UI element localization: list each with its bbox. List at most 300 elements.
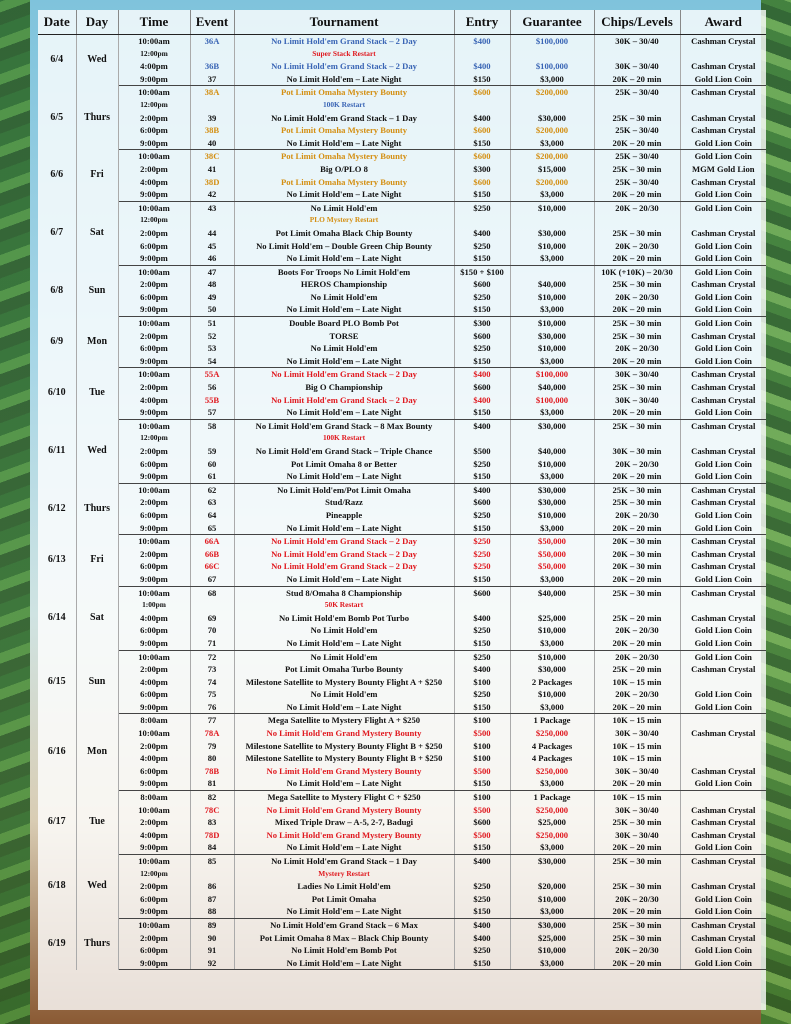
award-cell: Cashman Crystal: [691, 919, 756, 930]
event-cell: 36A: [190, 35, 234, 48]
table-row: [38, 957, 766, 970]
guarantee-cell: 1 Package: [510, 714, 594, 727]
guarantee-cell: $100,000: [510, 394, 594, 407]
table-row: [38, 586, 766, 599]
event-cell: 92: [190, 957, 234, 970]
tournament-cell: Stud/Razz: [234, 496, 454, 509]
entry-cell: $100: [454, 714, 510, 727]
tournament-cell: Stud 8/Omaha 8 Championship: [234, 586, 454, 599]
tournament-cell: Pot Limit Omaha Mystery Bounty: [234, 86, 454, 99]
table-row: [38, 163, 766, 176]
award-cell: [680, 214, 766, 227]
tournament-cell: No Limit Hold'em: [234, 650, 454, 663]
guarantee-cell: $25,000: [510, 816, 594, 829]
restart-note-row: [38, 599, 766, 612]
tournament-cell: Ladies No Limit Hold'em: [234, 880, 454, 893]
time-cell: 6:00pm: [118, 124, 190, 137]
entry-cell: $500: [454, 829, 510, 842]
table-row: [38, 560, 766, 573]
time-cell: 9:00pm: [118, 701, 190, 714]
table-row: [38, 612, 766, 625]
time-cell: 2:00pm: [118, 330, 190, 343]
chips-levels-cell: 20K – 20 min: [594, 701, 680, 714]
chips-levels-cell: 25K – 30 min: [594, 932, 680, 945]
guarantee-cell: $100,000: [510, 35, 594, 48]
tournament-cell: Big O/PLO 8: [234, 163, 454, 176]
entry-cell: $600: [454, 124, 510, 137]
palm-leaves-left: [0, 0, 30, 1024]
event-cell: 60: [190, 458, 234, 471]
award-cell: Gold Lion Coin: [680, 905, 766, 918]
tournament-cell: No Limit Hold'em – Late Night: [234, 252, 454, 265]
tournament-cell: No Limit Hold'em – Late Night: [234, 841, 454, 854]
tournament-cell: No Limit Hold'em – Double Green Chip Bounty: [234, 240, 454, 253]
award-cell: Cashman Crystal: [691, 612, 756, 623]
event-cell: 38D: [190, 176, 234, 189]
table-row: [38, 176, 766, 189]
time-cell: 4:00pm: [118, 829, 190, 842]
table-row: [38, 483, 766, 496]
event-cell: 74: [190, 676, 234, 689]
guarantee-cell: $10,000: [510, 291, 594, 304]
table-row: [38, 317, 766, 330]
entry-cell: $400: [454, 663, 510, 676]
guarantee-cell: $3,000: [510, 841, 594, 854]
event-cell: 78B: [190, 765, 234, 778]
entry-cell: $600: [454, 330, 510, 343]
tournament-cell: No Limit Hold'em Grand Stack – 2 Day: [234, 35, 454, 48]
event-cell: 91: [190, 944, 234, 957]
chips-levels-cell: 25K – 30 min: [594, 330, 680, 343]
day-cell: Thurs: [76, 483, 118, 534]
chips-levels-cell: 30K – 30/40: [594, 60, 680, 73]
chips-levels-cell: 25K – 30 min: [594, 278, 680, 291]
tournament-cell: Pot Limit Omaha Mystery Bounty: [234, 150, 454, 163]
table-row: [38, 291, 766, 304]
guarantee-cell: $10,000: [510, 893, 594, 906]
chips-levels-cell: 20K – 20/30: [594, 944, 680, 957]
award-cell: Cashman Crystal: [691, 394, 756, 405]
entry-cell: $150: [454, 777, 510, 790]
entry-cell: $400: [454, 394, 510, 407]
guarantee-cell: $25,000: [510, 932, 594, 945]
table-row: [38, 676, 766, 689]
day-cell: Mon: [76, 317, 118, 368]
time-cell: 2:00pm: [118, 445, 190, 458]
table-row: [38, 303, 766, 316]
chips-levels-cell: 30K – 30/40: [594, 829, 680, 842]
tournament-cell: No Limit Hold'em – Late Night: [234, 637, 454, 650]
time-cell: 6:00pm: [118, 624, 190, 637]
table-row: [38, 368, 766, 381]
guarantee-cell: $10,000: [510, 201, 594, 214]
table-row: [38, 201, 766, 214]
table-row: [38, 918, 766, 931]
guarantee-cell: $10,000: [510, 688, 594, 701]
guarantee-cell: $100,000: [510, 368, 594, 381]
entry-cell: $600: [454, 496, 510, 509]
tournament-cell: Mega Satellite to Mystery Flight C + $250: [234, 791, 454, 804]
time-cell: 2:00pm: [118, 112, 190, 125]
chips-levels-cell: 25K – 30 min: [594, 918, 680, 931]
table-row: [38, 637, 766, 650]
time-cell: 9:00pm: [118, 252, 190, 265]
chips-levels-cell: 20K – 20 min: [594, 252, 680, 265]
award-cell: Cashman Crystal: [691, 330, 756, 341]
entry-cell: $150: [454, 303, 510, 316]
guarantee-cell: $10,000: [510, 650, 594, 663]
award-cell: [680, 752, 766, 765]
guarantee-cell: $30,000: [510, 330, 594, 343]
award-cell: Gold Lion Coin: [680, 252, 766, 265]
chips-levels-cell: 20K – 20 min: [594, 406, 680, 419]
entry-cell: $250: [454, 240, 510, 253]
event-cell: 82: [190, 791, 234, 804]
guarantee-cell: $40,000: [510, 381, 594, 394]
guarantee-cell: $25,000: [510, 612, 594, 625]
guarantee-cell: $10,000: [510, 240, 594, 253]
event-cell: 90: [190, 932, 234, 945]
tournament-cell: Pot Limit Omaha Mystery Bounty: [234, 176, 454, 189]
time-cell: 10:00am: [118, 918, 190, 931]
time-cell: 2:00pm: [118, 932, 190, 945]
event-cell: 78A: [190, 727, 234, 740]
date-cell: 6/12: [38, 483, 76, 534]
time-cell: 9:00pm: [118, 841, 190, 854]
entry-cell: $150: [454, 637, 510, 650]
chips-levels-cell: 30K – 30/40: [594, 394, 680, 407]
award-cell: Gold Lion Coin: [680, 637, 766, 650]
chips-levels-cell: 10K – 15 min: [594, 714, 680, 727]
chips-levels-cell: [594, 599, 680, 612]
time-cell: 9:00pm: [118, 303, 190, 316]
time-cell: 2:00pm: [118, 663, 190, 676]
time-cell: 1:00pm: [118, 599, 190, 612]
guarantee-cell: $30,000: [510, 918, 594, 931]
entry-cell: $100: [454, 740, 510, 753]
chips-levels-cell: 20K – 30 min: [594, 548, 680, 561]
time-cell: 10:00am: [118, 201, 190, 214]
time-cell: 9:00pm: [118, 637, 190, 650]
award-cell: Cashman Crystal: [691, 932, 756, 943]
award-cell: [680, 740, 766, 753]
chips-levels-cell: 20K – 20 min: [594, 957, 680, 970]
chips-levels-cell: 20K – 30 min: [594, 560, 680, 573]
day-cell: Sat: [76, 586, 118, 650]
tournament-cell: PLO Mystery Restart: [234, 214, 454, 227]
restart-note-row: [38, 432, 766, 445]
date-cell: 6/4: [38, 35, 76, 86]
time-cell: 2:00pm: [118, 880, 190, 893]
guarantee-cell: $3,000: [510, 470, 594, 483]
guarantee-cell: [510, 599, 594, 612]
event-cell: 70: [190, 624, 234, 637]
guarantee-cell: $40,000: [510, 445, 594, 458]
date-cell: 6/19: [38, 918, 76, 969]
header-row: [38, 10, 766, 35]
tournament-cell: No Limit Hold'em – Late Night: [234, 137, 454, 150]
chips-levels-cell: 20K – 20 min: [594, 355, 680, 368]
table-row: [38, 394, 766, 407]
event-cell: 76: [190, 701, 234, 714]
time-cell: 9:00pm: [118, 470, 190, 483]
header-tournament: Tournament: [234, 10, 454, 35]
table-row: [38, 381, 766, 394]
table-row: [38, 727, 766, 740]
entry-cell: $150: [454, 957, 510, 970]
chips-levels-cell: 10K – 15 min: [594, 791, 680, 804]
guarantee-cell: $250,000: [510, 765, 594, 778]
time-cell: 2:00pm: [118, 740, 190, 753]
guarantee-cell: $200,000: [510, 124, 594, 137]
event-cell: 64: [190, 509, 234, 522]
header-chips-levels: Chips/Levels: [594, 10, 680, 35]
guarantee-cell: [510, 48, 594, 61]
award-cell: [680, 791, 766, 804]
time-cell: 9:00pm: [118, 355, 190, 368]
award-cell: [680, 676, 766, 689]
tournament-cell: No Limit Hold'em Grand Stack – 6 Max: [234, 918, 454, 931]
chips-levels-cell: 20K – 20/30: [594, 893, 680, 906]
time-cell: 12:00pm: [118, 99, 190, 112]
award-cell: Gold Lion Coin: [694, 509, 752, 520]
tournament-cell: No Limit Hold'em – Late Night: [234, 573, 454, 586]
event-cell: 69: [190, 612, 234, 625]
award-cell: Cashman Crystal: [691, 664, 756, 675]
tournament-cell: No Limit Hold'em – Late Night: [234, 73, 454, 86]
time-cell: 6:00pm: [118, 560, 190, 573]
header-day: Day: [76, 10, 118, 35]
event-cell: 78D: [190, 829, 234, 842]
event-cell: 55B: [190, 394, 234, 407]
time-cell: 10:00am: [118, 86, 190, 99]
tournament-cell: No Limit Hold'em Grand Stack – 2 Day: [234, 394, 454, 407]
award-cell: Gold Lion Coin: [680, 470, 766, 483]
award-cell: Cashman Crystal: [691, 561, 756, 572]
guarantee-cell: $3,000: [510, 637, 594, 650]
table-row: [38, 86, 766, 99]
time-cell: 9:00pm: [118, 777, 190, 790]
tournament-cell: No Limit Hold'em – Late Night: [234, 188, 454, 201]
time-cell: 6:00pm: [118, 765, 190, 778]
chips-levels-cell: 25K – 30 min: [594, 381, 680, 394]
tournament-cell: Double Board PLO Bomb Pot: [234, 317, 454, 330]
entry-cell: $500: [454, 765, 510, 778]
table-row: [38, 150, 766, 163]
guarantee-cell: $10,000: [510, 509, 594, 522]
time-cell: 9:00pm: [118, 137, 190, 150]
entry-cell: $150: [454, 73, 510, 86]
time-cell: 9:00pm: [118, 188, 190, 201]
chips-levels-cell: 20K – 20 min: [594, 470, 680, 483]
entry-cell: $600: [454, 381, 510, 394]
award-cell: Gold Lion Coin: [680, 406, 766, 419]
award-cell: Cashman Crystal: [691, 829, 756, 840]
event-cell: 38A: [190, 86, 234, 99]
entry-cell: $600: [454, 278, 510, 291]
tournament-cell: No Limit Hold'em Grand Stack – 8 Max Bounty: [234, 419, 454, 432]
table-row: [38, 509, 766, 522]
chips-levels-cell: 10K – 15 min: [594, 740, 680, 753]
tournament-cell: Mega Satellite to Mystery Flight A + $250: [234, 714, 454, 727]
event-cell: 66C: [190, 560, 234, 573]
chips-levels-cell: 25K – 20 min: [594, 612, 680, 625]
award-cell: Gold Lion Coin: [680, 777, 766, 790]
award-cell: Cashman Crystal: [691, 817, 756, 828]
date-cell: 6/5: [38, 86, 76, 150]
award-cell: Cashman Crystal: [691, 420, 756, 431]
chips-levels-cell: 10K (+10K) – 20/30: [594, 265, 680, 278]
chips-levels-cell: 20K – 30 min: [594, 535, 680, 548]
chips-levels-cell: 20K – 20 min: [594, 188, 680, 201]
chips-levels-cell: 30K – 30/40: [594, 35, 680, 48]
award-cell: Cashman Crystal: [691, 446, 756, 456]
entry-cell: $150: [454, 701, 510, 714]
tournament-cell: No Limit Hold'em: [234, 291, 454, 304]
tournament-cell: Pot Limit Omaha Mystery Bounty: [234, 124, 454, 137]
entry-cell: $250: [454, 688, 510, 701]
award-cell: Cashman Crystal: [691, 227, 756, 238]
chips-levels-cell: 20K – 20/30: [594, 291, 680, 304]
tournament-cell: Milestone Satellite to Mystery Bounty Flight A + $250: [234, 676, 454, 689]
time-cell: 2:00pm: [118, 278, 190, 291]
tournament-cell: No Limit Hold'em/Pot Limit Omaha: [234, 483, 454, 496]
event-cell: 44: [190, 227, 234, 240]
date-cell: 6/14: [38, 586, 76, 650]
event-cell: 61: [190, 470, 234, 483]
restart-note-row: [38, 48, 766, 61]
entry-cell: $400: [454, 112, 510, 125]
guarantee-cell: $200,000: [510, 86, 594, 99]
entry-cell: $400: [454, 35, 510, 48]
chips-levels-cell: 20K – 20/30: [594, 342, 680, 355]
entry-cell: $250: [454, 342, 510, 355]
tournament-cell: Pot Limit Omaha: [234, 893, 454, 906]
chips-levels-cell: [594, 99, 680, 112]
chips-levels-cell: 25K – 30 min: [594, 855, 680, 868]
chips-levels-cell: 20K – 20 min: [594, 303, 680, 316]
award-cell: [680, 48, 766, 61]
entry-cell: $400: [454, 419, 510, 432]
entry-cell: $250: [454, 880, 510, 893]
entry-cell: $500: [454, 727, 510, 740]
award-cell: [680, 599, 766, 612]
tournament-cell: No Limit Hold'em Grand Stack – 2 Day: [234, 548, 454, 561]
guarantee-cell: $10,000: [510, 458, 594, 471]
award-cell: Cashman Crystal: [691, 881, 756, 892]
schedule-body: [38, 35, 766, 970]
guarantee-cell: 4 Packages: [510, 740, 594, 753]
time-cell: 10:00am: [118, 586, 190, 599]
date-cell: 6/18: [38, 855, 76, 919]
award-cell: Cashman Crystal: [691, 87, 756, 98]
day-cell: Sat: [76, 201, 118, 265]
day-cell: Fri: [76, 150, 118, 201]
event-cell: 36B: [190, 60, 234, 73]
event-cell: 48: [190, 278, 234, 291]
award-cell: Gold Lion Coin: [680, 957, 766, 970]
entry-cell: $600: [454, 86, 510, 99]
award-cell: Cashman Crystal: [691, 856, 756, 866]
chips-levels-cell: 20K – 20/30: [594, 240, 680, 253]
event-cell: 51: [190, 317, 234, 330]
tournament-cell: No Limit Hold'em: [234, 688, 454, 701]
guarantee-cell: $3,000: [510, 777, 594, 790]
entry-cell: $300: [454, 317, 510, 330]
event-cell: 62: [190, 483, 234, 496]
chips-levels-cell: 20K – 20/30: [594, 624, 680, 637]
guarantee-cell: [510, 265, 594, 278]
guarantee-cell: $30,000: [510, 663, 594, 676]
tournament-cell: No Limit Hold'em Grand Stack – 2 Day: [234, 368, 454, 381]
guarantee-cell: [510, 214, 594, 227]
time-cell: 2:00pm: [118, 496, 190, 509]
time-cell: 2:00pm: [118, 227, 190, 240]
header-event: Event: [190, 10, 234, 35]
entry-cell: [454, 432, 510, 445]
time-cell: 12:00pm: [118, 868, 190, 881]
tournament-cell: No Limit Hold'em Grand Stack – 1 Day: [234, 855, 454, 868]
guarantee-cell: $200,000: [510, 176, 594, 189]
day-cell: Fri: [76, 535, 118, 586]
time-cell: 6:00pm: [118, 893, 190, 906]
event-cell: 77: [190, 714, 234, 727]
table-row: [38, 855, 766, 868]
time-cell: 4:00pm: [118, 752, 190, 765]
time-cell: 9:00pm: [118, 73, 190, 86]
event-cell: 63: [190, 496, 234, 509]
award-cell: Gold Lion Coin: [680, 573, 766, 586]
day-cell: Sun: [76, 265, 118, 316]
tournament-cell: No Limit Hold'em – Late Night: [234, 406, 454, 419]
chips-levels-cell: 30K – 30/40: [594, 804, 680, 817]
day-cell: Wed: [76, 419, 118, 483]
chips-levels-cell: 30K – 30 min: [594, 445, 680, 458]
date-cell: 6/6: [38, 150, 76, 201]
guarantee-cell: $40,000: [510, 278, 594, 291]
table-row: [38, 342, 766, 355]
award-cell: [680, 714, 766, 727]
table-row: [38, 240, 766, 253]
guarantee-cell: [510, 432, 594, 445]
event-cell: 73: [190, 663, 234, 676]
tournament-cell: No Limit Hold'em Bomb Pot Turbo: [234, 612, 454, 625]
event-cell: [190, 99, 234, 112]
tournament-cell: Pot Limit Omaha Turbo Bounty: [234, 663, 454, 676]
guarantee-cell: $15,000: [510, 163, 594, 176]
table-row: [38, 124, 766, 137]
entry-cell: $300: [454, 163, 510, 176]
event-cell: 80: [190, 752, 234, 765]
header-time: Time: [118, 10, 190, 35]
time-cell: 10:00am: [118, 150, 190, 163]
chips-levels-cell: 25K – 30 min: [594, 880, 680, 893]
guarantee-cell: $10,000: [510, 944, 594, 957]
table-row: [38, 35, 766, 48]
chips-levels-cell: 10K – 15 min: [594, 752, 680, 765]
guarantee-cell: $3,000: [510, 188, 594, 201]
award-cell: Cashman Crystal: [691, 36, 756, 46]
award-cell: Gold Lion Coin: [680, 522, 766, 535]
entry-cell: $250: [454, 650, 510, 663]
date-cell: 6/7: [38, 201, 76, 265]
tournament-cell: No Limit Hold'em Grand Stack – 2 Day: [234, 60, 454, 73]
chips-levels-cell: 20K – 20 min: [594, 137, 680, 150]
chips-levels-cell: 10K – 15 min: [594, 676, 680, 689]
table-row: [38, 944, 766, 957]
guarantee-cell: $250,000: [510, 829, 594, 842]
event-cell: 54: [190, 355, 234, 368]
